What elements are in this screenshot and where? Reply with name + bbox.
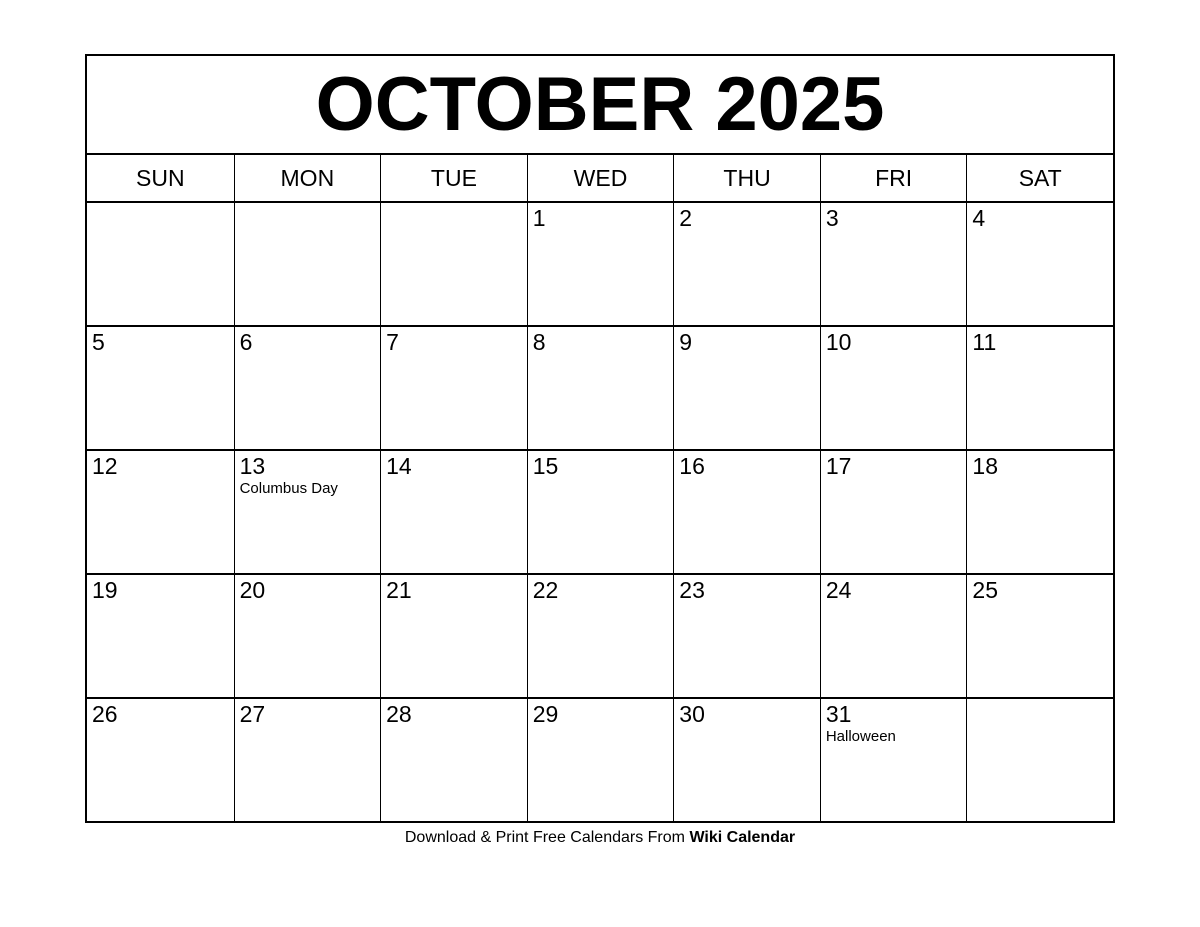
day-number: 23 <box>679 577 705 603</box>
day-number: 10 <box>825 329 852 355</box>
day-number: 19 <box>92 577 118 603</box>
day-cell-3 <box>820 203 967 325</box>
holiday-label: Columbus Day <box>239 480 338 498</box>
day-cell-empty <box>87 203 234 325</box>
day-number: 30 <box>679 701 705 727</box>
day-cell-empty <box>234 203 381 325</box>
day-cell-14 <box>380 451 527 573</box>
day-cell-4 <box>966 203 1113 325</box>
day-number: 18 <box>972 453 999 479</box>
day-number: 22 <box>532 577 559 603</box>
day-cell-empty <box>966 699 1113 821</box>
day-number: 21 <box>386 577 412 603</box>
weekday-header-sun: SUN <box>136 164 185 191</box>
weekday-header-tue: TUE <box>380 155 527 201</box>
day-number: 5 <box>92 329 105 355</box>
day-cell-23 <box>673 575 820 697</box>
day-cell-21 <box>380 575 527 697</box>
day-number: 28 <box>386 701 412 727</box>
day-cell-17 <box>820 451 967 573</box>
day-number: 9 <box>679 329 693 355</box>
day-cell-12 <box>87 451 234 573</box>
day-number: 7 <box>386 329 399 355</box>
day-cell-19 <box>87 575 234 697</box>
day-number: 25 <box>972 577 999 603</box>
day-cell-8 <box>527 327 674 449</box>
calendar-grid <box>87 201 1113 821</box>
day-cell-18 <box>966 451 1113 573</box>
footer-credit <box>0 828 1200 847</box>
calendar-title-row <box>87 56 1113 153</box>
day-number: 2 <box>679 205 693 231</box>
weekday-header-thu: THU <box>673 155 820 201</box>
footer-brand: Wiki Calendar <box>689 829 796 846</box>
day-cell-27 <box>234 699 381 821</box>
day-cell-10 <box>820 327 967 449</box>
day-cell-25 <box>966 575 1113 697</box>
day-cell-16 <box>673 451 820 573</box>
day-number: 20 <box>239 577 266 603</box>
day-cell-26 <box>87 699 234 821</box>
day-cell-6 <box>234 327 381 449</box>
day-number: 16 <box>679 453 705 479</box>
day-cell-24 <box>820 575 967 697</box>
holiday-label: Halloween <box>825 728 896 746</box>
day-number: 29 <box>532 701 559 727</box>
day-number: 12 <box>92 453 118 479</box>
day-number: 11 <box>972 329 997 355</box>
day-number: 6 <box>239 329 253 355</box>
day-number: 26 <box>92 701 118 727</box>
weekday-header-sat: SAT <box>966 155 1113 201</box>
day-cell-28 <box>380 699 527 821</box>
day-number: 13 <box>239 453 266 479</box>
weekday-header-mon: MON <box>234 155 381 201</box>
day-number: 3 <box>825 205 839 231</box>
week-row <box>87 573 1113 697</box>
day-cell-11 <box>966 327 1113 449</box>
week-row <box>87 449 1113 573</box>
day-number: 4 <box>972 205 986 231</box>
day-cell-31 <box>820 699 967 821</box>
day-cell-13 <box>234 451 381 573</box>
week-row <box>87 325 1113 449</box>
day-number: 15 <box>532 453 559 479</box>
day-cell-2 <box>673 203 820 325</box>
calendar-title: OCTOBER 2025 <box>315 62 885 147</box>
week-row <box>87 697 1113 821</box>
day-cell-20 <box>234 575 381 697</box>
weekday-header-wed: WED <box>527 155 674 201</box>
day-cell-5 <box>87 327 234 449</box>
day-cell-1 <box>527 203 674 325</box>
day-cell-22 <box>527 575 674 697</box>
day-cell-30 <box>673 699 820 821</box>
day-number: 17 <box>825 453 852 479</box>
day-number: 1 <box>532 205 546 231</box>
day-number: 14 <box>386 453 412 479</box>
day-cell-15 <box>527 451 674 573</box>
day-cell-empty <box>380 203 527 325</box>
day-cell-29 <box>527 699 674 821</box>
week-row <box>87 201 1113 325</box>
weekday-header-row <box>87 153 1113 201</box>
day-cell-9 <box>673 327 820 449</box>
day-number: 24 <box>825 577 852 603</box>
day-cell-7 <box>380 327 527 449</box>
calendar <box>85 54 1115 823</box>
weekday-header-fri: FRI <box>820 155 967 201</box>
day-number: 8 <box>532 329 546 355</box>
footer-credit-text: Download & Print Free Calendars From <box>404 829 690 846</box>
day-number: 27 <box>239 701 266 727</box>
day-number: 31 <box>825 701 852 727</box>
